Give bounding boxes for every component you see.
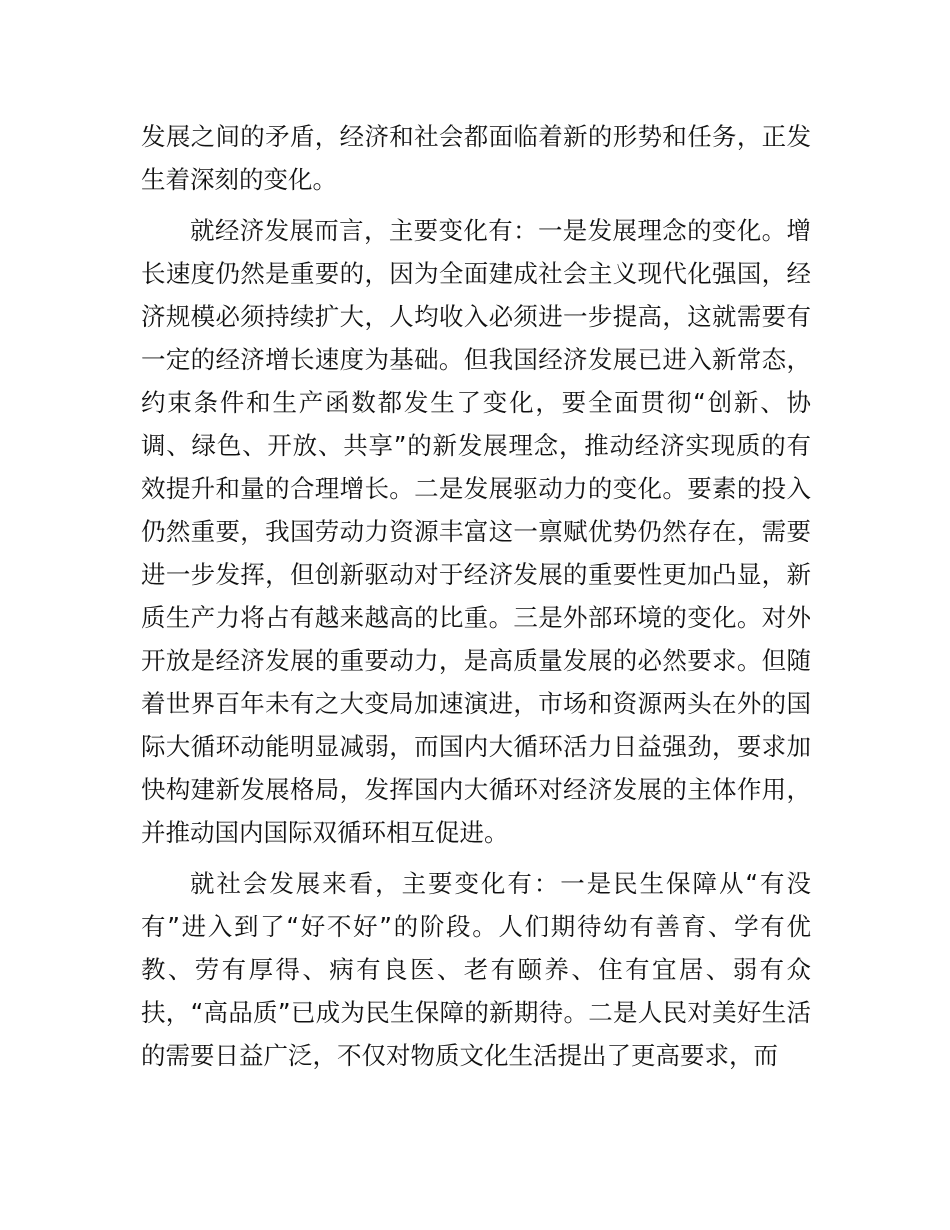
paragraph-economic-development: 就经济发展而言，主要变化有：一是发展理念的变化。增长速度仍然是重要的，因为全面建成社会主义现代化强国，经济规模必须持续扩大，人均收入必须进一步提高，这就需要有一定的经济增长速度为基础。但我国经济发展已进入新常态，约束条件和生产函数都发生了变化，要全面贯彻“创新、协调、绿色、开放、共享”的新发展理念，推动经济实现质的有效提升和量的合理增长。二是发展驱动力的变化。要素的投入仍然重要，我国劳动力资源丰富这一禀赋优势仍然存在，需要进一步发挥，但创新驱动对于经济发展的重要性更加凸显，新质生产力将占有越来越高的比重。三是外部环境的变化。对外开放是经济发展的重要动力，是高质量发展的必然要求。但随着世界百年未有之大变局加速演进，市场和资源两头在外的国际大循环动能明显减弱，而国内大循环活力日益强劲，要求加快构建新发展格局，发挥国内大循环对经济发展的主体作用，并推动国内国际双循环相互促进。: [141, 216, 811, 847]
paragraph-continuation: 发展之间的矛盾，经济和社会都面临着新的形势和任务，正发生着深刻的变化。: [141, 122, 811, 194]
document-page: [141, 115, 811, 1077]
paragraph-social-development: 就社会发展来看，主要变化有：一是民生保障从“有没有”进入到了“好不好”的阶段。人们期待幼有善育、学有优教、劳有厚得、病有良医、老有颐养、住有宜居、弱有众扶，“高品质”已成为民生保障的新期待。二是人民对美好生活的需要日益广泛，不仅对物质文化生活提出了更高要求，而: [141, 869, 811, 1070]
